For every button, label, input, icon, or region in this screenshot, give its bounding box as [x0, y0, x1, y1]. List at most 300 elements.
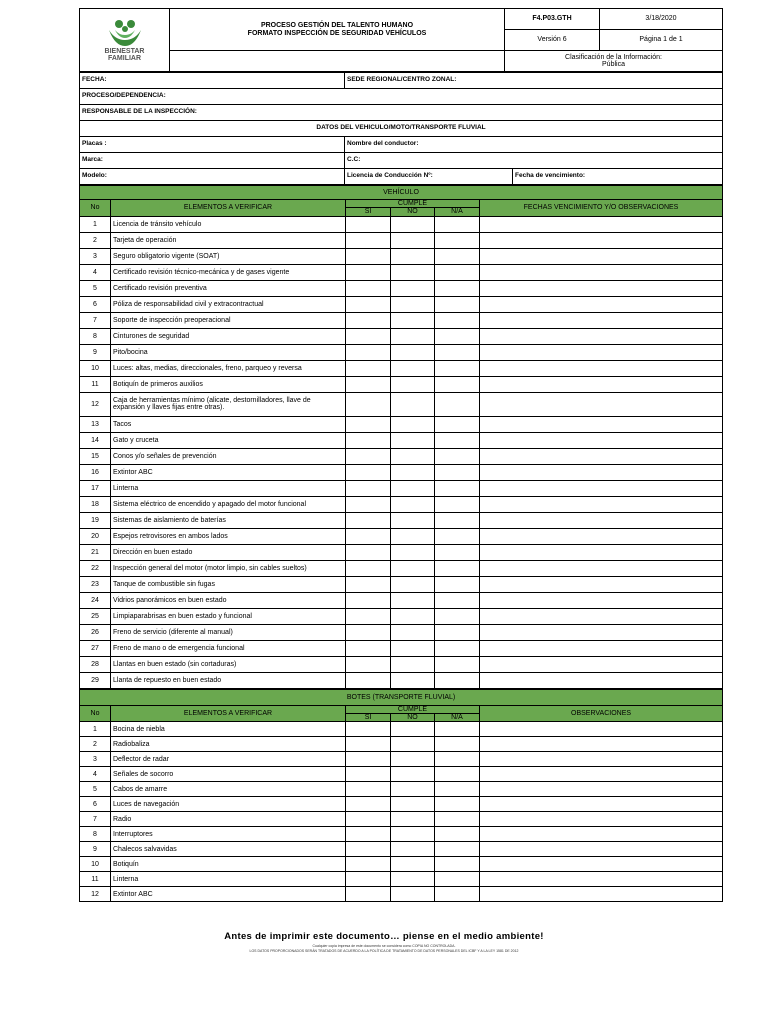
- check-si[interactable]: [346, 464, 391, 480]
- check-no[interactable]: [391, 827, 435, 842]
- row-element: Freno de servicio (diferente al manual): [111, 624, 346, 640]
- check-na[interactable]: [435, 560, 480, 576]
- observation-cell[interactable]: [480, 376, 723, 392]
- check-no[interactable]: [391, 812, 435, 827]
- col-elementos: ELEMENTOS A VERIFICAR: [111, 200, 346, 217]
- check-no[interactable]: [391, 232, 435, 248]
- inspection-form: [79, 8, 722, 902]
- check-no[interactable]: [391, 296, 435, 312]
- row-element: Freno de mano o de emergencia funcional: [111, 640, 346, 656]
- check-na[interactable]: [435, 624, 480, 640]
- row-element: Cinturones de seguridad: [111, 328, 346, 344]
- check-si[interactable]: [346, 782, 391, 797]
- row-number: 6: [80, 296, 111, 312]
- classification-label: Clasificación de la Información:: [565, 53, 662, 61]
- check-na[interactable]: [435, 528, 480, 544]
- row-number: 9: [80, 344, 111, 360]
- check-no[interactable]: [391, 312, 435, 328]
- checklist-row: [80, 827, 723, 842]
- process-title: PROCESO GESTIÓN DEL TALENTO HUMANO: [260, 22, 414, 30]
- row-number: 7: [80, 812, 111, 827]
- check-no[interactable]: [391, 344, 435, 360]
- row-number: 8: [80, 328, 111, 344]
- check-na[interactable]: [435, 544, 480, 560]
- check-no[interactable]: [391, 767, 435, 782]
- check-si[interactable]: [346, 576, 391, 592]
- doc-date: 3/18/2020: [600, 9, 723, 30]
- check-no[interactable]: [391, 576, 435, 592]
- row-number: 13: [80, 416, 111, 432]
- observation-cell[interactable]: [480, 887, 723, 902]
- row-number: 14: [80, 432, 111, 448]
- observation-cell[interactable]: [480, 528, 723, 544]
- row-element: Espejos retrovisores en ambos lados: [111, 528, 346, 544]
- row-number: 20: [80, 528, 111, 544]
- checklist-row: [80, 544, 723, 560]
- check-na[interactable]: [435, 656, 480, 672]
- observation-cell[interactable]: [480, 216, 723, 232]
- checklist-row: [80, 512, 723, 528]
- row-element: Certificado revisión preventiva: [111, 280, 346, 296]
- row-element: Llanta de repuesto en buen estado: [111, 672, 346, 688]
- observation-cell[interactable]: [480, 328, 723, 344]
- check-si[interactable]: [346, 797, 391, 812]
- check-si[interactable]: [346, 512, 391, 528]
- check-no[interactable]: [391, 797, 435, 812]
- check-na[interactable]: [435, 640, 480, 656]
- row-element: Interruptores: [111, 827, 346, 842]
- row-number: 11: [80, 376, 111, 392]
- checklist-row: [80, 296, 723, 312]
- check-si[interactable]: [346, 827, 391, 842]
- check-na[interactable]: [435, 248, 480, 264]
- check-si[interactable]: [346, 640, 391, 656]
- check-si[interactable]: [346, 887, 391, 902]
- row-number: 1: [80, 216, 111, 232]
- check-na[interactable]: [435, 608, 480, 624]
- check-no[interactable]: [391, 560, 435, 576]
- col-si: SI: [346, 208, 391, 216]
- check-si[interactable]: [346, 312, 391, 328]
- row-element: Sistema eléctrico de encendido y apagado del motor funcional: [111, 496, 346, 512]
- check-si[interactable]: [346, 432, 391, 448]
- check-si[interactable]: [346, 872, 391, 887]
- check-no[interactable]: [391, 328, 435, 344]
- checklist-row: [80, 560, 723, 576]
- check-na[interactable]: [435, 416, 480, 432]
- row-element: Cabos de amarre: [111, 782, 346, 797]
- logo-cell: [80, 9, 170, 72]
- row-element: Tarjeta de operación: [111, 232, 346, 248]
- cc-field[interactable]: C.C:: [345, 153, 723, 169]
- row-number: 2: [80, 232, 111, 248]
- check-na[interactable]: [435, 842, 480, 857]
- row-element: Tanque de combustible sin fugas: [111, 576, 346, 592]
- col-no-opt: NO: [391, 208, 435, 216]
- conductor-field[interactable]: Nombre del conductor:: [345, 137, 723, 153]
- col-no: No: [80, 200, 111, 217]
- observation-cell[interactable]: [480, 842, 723, 857]
- checklist-row: [80, 592, 723, 608]
- check-si[interactable]: [346, 496, 391, 512]
- check-na[interactable]: [435, 480, 480, 496]
- marca-field[interactable]: Marca:: [80, 153, 345, 169]
- check-no[interactable]: [391, 264, 435, 280]
- checklist-row: [80, 872, 723, 887]
- row-number: 4: [80, 767, 111, 782]
- observation-cell[interactable]: [480, 857, 723, 872]
- check-na[interactable]: [435, 312, 480, 328]
- check-si[interactable]: [346, 416, 391, 432]
- row-element: Seguro obligatorio vigente (SOAT): [111, 248, 346, 264]
- observation-cell[interactable]: [480, 480, 723, 496]
- boats-col-no: No: [80, 705, 111, 722]
- observation-cell[interactable]: [480, 576, 723, 592]
- observation-cell[interactable]: [480, 722, 723, 737]
- row-number: 6: [80, 797, 111, 812]
- checklist-row: [80, 842, 723, 857]
- check-na[interactable]: [435, 782, 480, 797]
- row-number: 10: [80, 857, 111, 872]
- check-no[interactable]: [391, 624, 435, 640]
- observation-cell[interactable]: [480, 592, 723, 608]
- licencia-field[interactable]: Licencia de Conducción Nº:: [345, 169, 513, 185]
- boats-col-si: SI: [346, 714, 391, 722]
- row-number: 18: [80, 496, 111, 512]
- check-si[interactable]: [346, 216, 391, 232]
- header-spacer: [170, 51, 505, 72]
- check-si[interactable]: [346, 656, 391, 672]
- check-si[interactable]: [346, 842, 391, 857]
- check-si[interactable]: [346, 752, 391, 767]
- row-number: 22: [80, 560, 111, 576]
- check-na[interactable]: [435, 576, 480, 592]
- proceso-field[interactable]: PROCESO/DEPENDENCIA:: [80, 89, 723, 105]
- row-number: 5: [80, 280, 111, 296]
- checklist-row: [80, 656, 723, 672]
- check-no[interactable]: [391, 376, 435, 392]
- observation-cell[interactable]: [480, 344, 723, 360]
- row-number: 5: [80, 782, 111, 797]
- observation-cell[interactable]: [480, 360, 723, 376]
- observation-cell[interactable]: [480, 608, 723, 624]
- row-element: Vidrios panorámicos en buen estado: [111, 592, 346, 608]
- row-element: Inspección general del motor (motor limpio, sin cables sueltos): [111, 560, 346, 576]
- col-cumple: CUMPLE: [346, 200, 480, 208]
- observation-cell[interactable]: [480, 392, 723, 416]
- check-si[interactable]: [346, 812, 391, 827]
- row-number: 11: [80, 872, 111, 887]
- row-element: Gato y cruceta: [111, 432, 346, 448]
- check-si[interactable]: [346, 857, 391, 872]
- observation-cell[interactable]: [480, 232, 723, 248]
- footer-data-policy: LOS DATOS PROPORCIONADOS SERÁN TRATADOS DE ACUERDO A LA POLÍTICA DE TRATAMIENTO DE DATOS PERSONALES DEL ICBF Y A LA LEY 1581 DE 2012: [249, 949, 519, 953]
- check-no[interactable]: [391, 737, 435, 752]
- check-si[interactable]: [346, 528, 391, 544]
- observation-cell[interactable]: [480, 656, 723, 672]
- row-element: Soporte de inspección preoperacional: [111, 312, 346, 328]
- datos-vehiculo-title: DATOS DEL VEHICULO/MOTO/TRANSPORTE FLUVIAL: [80, 121, 723, 137]
- check-no[interactable]: [391, 432, 435, 448]
- header-titles: [170, 9, 505, 51]
- check-na[interactable]: [435, 767, 480, 782]
- row-element: Botiquín: [111, 857, 346, 872]
- check-si[interactable]: [346, 737, 391, 752]
- checklist-row: [80, 782, 723, 797]
- check-na[interactable]: [435, 887, 480, 902]
- check-no[interactable]: [391, 640, 435, 656]
- row-number: 8: [80, 827, 111, 842]
- check-no[interactable]: [391, 872, 435, 887]
- check-na[interactable]: [435, 827, 480, 842]
- observation-cell[interactable]: [480, 797, 723, 812]
- classification: [505, 51, 723, 72]
- check-si[interactable]: [346, 592, 391, 608]
- boats-col-na: N/A: [435, 714, 480, 722]
- check-na[interactable]: [435, 464, 480, 480]
- checklist-row: [80, 887, 723, 902]
- row-element: Sistemas de aislamiento de baterías: [111, 512, 346, 528]
- check-na[interactable]: [435, 448, 480, 464]
- check-no[interactable]: [391, 842, 435, 857]
- check-si[interactable]: [346, 328, 391, 344]
- row-number: 29: [80, 672, 111, 688]
- check-si[interactable]: [346, 722, 391, 737]
- row-number: 9: [80, 842, 111, 857]
- observation-cell[interactable]: [480, 737, 723, 752]
- check-no[interactable]: [391, 672, 435, 688]
- check-no[interactable]: [391, 656, 435, 672]
- check-na[interactable]: [435, 752, 480, 767]
- observation-cell[interactable]: [480, 448, 723, 464]
- row-number: 27: [80, 640, 111, 656]
- row-number: 17: [80, 480, 111, 496]
- modelo-field[interactable]: Modelo:: [80, 169, 345, 185]
- check-na[interactable]: [435, 812, 480, 827]
- check-na[interactable]: [435, 216, 480, 232]
- check-no[interactable]: [391, 592, 435, 608]
- observation-cell[interactable]: [480, 812, 723, 827]
- check-no[interactable]: [391, 752, 435, 767]
- check-na[interactable]: [435, 264, 480, 280]
- vehicle-section-title: VEHÍCULO: [80, 186, 723, 200]
- check-na[interactable]: [435, 296, 480, 312]
- check-no[interactable]: [391, 280, 435, 296]
- check-no[interactable]: [391, 360, 435, 376]
- row-number: 10: [80, 360, 111, 376]
- observation-cell[interactable]: [480, 312, 723, 328]
- checklist-row: [80, 376, 723, 392]
- observation-cell[interactable]: [480, 827, 723, 842]
- check-na[interactable]: [435, 280, 480, 296]
- check-si[interactable]: [346, 248, 391, 264]
- check-no[interactable]: [391, 887, 435, 902]
- checklist-row: [80, 432, 723, 448]
- checklist-row: [80, 216, 723, 232]
- check-no[interactable]: [391, 216, 435, 232]
- row-number: 7: [80, 312, 111, 328]
- boats-col-no-opt: NO: [391, 714, 435, 722]
- observation-cell[interactable]: [480, 752, 723, 767]
- check-na[interactable]: [435, 722, 480, 737]
- check-na[interactable]: [435, 797, 480, 812]
- general-data-table: [79, 72, 723, 185]
- check-no[interactable]: [391, 857, 435, 872]
- observation-cell[interactable]: [480, 767, 723, 782]
- row-number: 15: [80, 448, 111, 464]
- checklist-row: [80, 416, 723, 432]
- check-na[interactable]: [435, 432, 480, 448]
- boats-col-elementos: ELEMENTOS A VERIFICAR: [111, 705, 346, 722]
- check-no[interactable]: [391, 448, 435, 464]
- row-element: Radiobaliza: [111, 737, 346, 752]
- check-na[interactable]: [435, 672, 480, 688]
- row-number: 3: [80, 752, 111, 767]
- footer-eco-message: Antes de imprimir este documento… piense en el medio ambiente!: [224, 931, 544, 942]
- observation-cell[interactable]: [480, 560, 723, 576]
- row-element: Radio: [111, 812, 346, 827]
- row-element: Tacos: [111, 416, 346, 432]
- check-no[interactable]: [391, 248, 435, 264]
- check-no[interactable]: [391, 722, 435, 737]
- observation-cell[interactable]: [480, 432, 723, 448]
- check-na[interactable]: [435, 328, 480, 344]
- col-observaciones: FECHAS VENCIMIENTO Y/O OBSERVACIONES: [480, 200, 723, 217]
- checklist-row: [80, 280, 723, 296]
- row-element: Caja de herramientas mínimo (alicate, destornilladores, llave de expansión y llaves fijas entre otras).: [111, 392, 346, 416]
- check-na[interactable]: [435, 376, 480, 392]
- check-na[interactable]: [435, 496, 480, 512]
- check-si[interactable]: [346, 448, 391, 464]
- checklist-row: [80, 248, 723, 264]
- checklist-row: [80, 737, 723, 752]
- icbf-logo-icon: [105, 18, 145, 48]
- observation-cell[interactable]: [480, 280, 723, 296]
- check-si[interactable]: [346, 360, 391, 376]
- check-si[interactable]: [346, 480, 391, 496]
- check-si[interactable]: [346, 672, 391, 688]
- check-si[interactable]: [346, 392, 391, 416]
- checklist-row: [80, 767, 723, 782]
- row-element: Luces de navegación: [111, 797, 346, 812]
- checklist-row: [80, 624, 723, 640]
- checklist-row: [80, 640, 723, 656]
- observation-cell[interactable]: [480, 672, 723, 688]
- checklist-row: [80, 392, 723, 416]
- row-number: 2: [80, 737, 111, 752]
- check-no[interactable]: [391, 496, 435, 512]
- check-na[interactable]: [435, 857, 480, 872]
- check-si[interactable]: [346, 296, 391, 312]
- check-no[interactable]: [391, 544, 435, 560]
- sede-field[interactable]: SEDE REGIONAL/CENTRO ZONAL:: [345, 73, 723, 89]
- vehicle-checklist: [79, 185, 723, 689]
- observation-cell[interactable]: [480, 496, 723, 512]
- observation-cell[interactable]: [480, 248, 723, 264]
- observation-cell[interactable]: [480, 264, 723, 280]
- row-element: Conos y/o señales de prevención: [111, 448, 346, 464]
- observation-cell[interactable]: [480, 872, 723, 887]
- check-na[interactable]: [435, 392, 480, 416]
- check-no[interactable]: [391, 416, 435, 432]
- observation-cell[interactable]: [480, 512, 723, 528]
- boats-col-cumple: CUMPLE: [346, 705, 480, 713]
- check-no[interactable]: [391, 392, 435, 416]
- classification-value: Pública: [602, 61, 625, 68]
- check-si[interactable]: [346, 767, 391, 782]
- boats-col-observaciones: OBSERVACIONES: [480, 705, 723, 722]
- check-si[interactable]: [346, 280, 391, 296]
- row-number: 25: [80, 608, 111, 624]
- check-no[interactable]: [391, 608, 435, 624]
- check-si[interactable]: [346, 376, 391, 392]
- check-na[interactable]: [435, 737, 480, 752]
- observation-cell[interactable]: [480, 464, 723, 480]
- observation-cell[interactable]: [480, 416, 723, 432]
- row-element: Señales de socorro: [111, 767, 346, 782]
- check-si[interactable]: [346, 344, 391, 360]
- check-na[interactable]: [435, 592, 480, 608]
- check-no[interactable]: [391, 480, 435, 496]
- vehicle-rows: [80, 216, 723, 688]
- responsable-field[interactable]: RESPONSABLE DE LA INSPECCIÓN:: [80, 105, 723, 121]
- doc-page: Página 1 de 1: [600, 30, 723, 51]
- row-number: 4: [80, 264, 111, 280]
- observation-cell[interactable]: [480, 296, 723, 312]
- check-si[interactable]: [346, 608, 391, 624]
- check-no[interactable]: [391, 512, 435, 528]
- row-element: Póliza de responsabilidad civil y extracontractual: [111, 296, 346, 312]
- col-na: N/A: [435, 208, 480, 216]
- row-element: Linterna: [111, 480, 346, 496]
- row-element: Limpiaparabrisas en buen estado y funcional: [111, 608, 346, 624]
- observation-cell[interactable]: [480, 624, 723, 640]
- row-element: Llantas en buen estado (sin cortaduras): [111, 656, 346, 672]
- check-no[interactable]: [391, 782, 435, 797]
- placas-field[interactable]: Placas :: [80, 137, 345, 153]
- vencimiento-field[interactable]: Fecha de vencimiento:: [513, 169, 723, 185]
- check-si[interactable]: [346, 544, 391, 560]
- check-no[interactable]: [391, 464, 435, 480]
- row-element: Luces: altas, medias, direccionales, freno, parqueo y reversa: [111, 360, 346, 376]
- checklist-row: [80, 722, 723, 737]
- check-no[interactable]: [391, 528, 435, 544]
- observation-cell[interactable]: [480, 544, 723, 560]
- row-number: 26: [80, 624, 111, 640]
- form-header: [79, 8, 723, 72]
- observation-cell[interactable]: [480, 640, 723, 656]
- check-na[interactable]: [435, 872, 480, 887]
- boats-section-title: BOTES (TRANSPORTE FLUVIAL): [80, 689, 723, 705]
- checklist-row: [80, 672, 723, 688]
- check-na[interactable]: [435, 232, 480, 248]
- checklist-row: [80, 857, 723, 872]
- check-na[interactable]: [435, 512, 480, 528]
- row-element: Deflector de radar: [111, 752, 346, 767]
- observation-cell[interactable]: [480, 782, 723, 797]
- checklist-row: [80, 232, 723, 248]
- checklist-row: [80, 264, 723, 280]
- row-element: Pito/bocina: [111, 344, 346, 360]
- checklist-row: [80, 480, 723, 496]
- fecha-field[interactable]: FECHA:: [80, 73, 345, 89]
- check-na[interactable]: [435, 344, 480, 360]
- check-si[interactable]: [346, 560, 391, 576]
- check-si[interactable]: [346, 232, 391, 248]
- check-na[interactable]: [435, 360, 480, 376]
- check-si[interactable]: [346, 264, 391, 280]
- check-si[interactable]: [346, 624, 391, 640]
